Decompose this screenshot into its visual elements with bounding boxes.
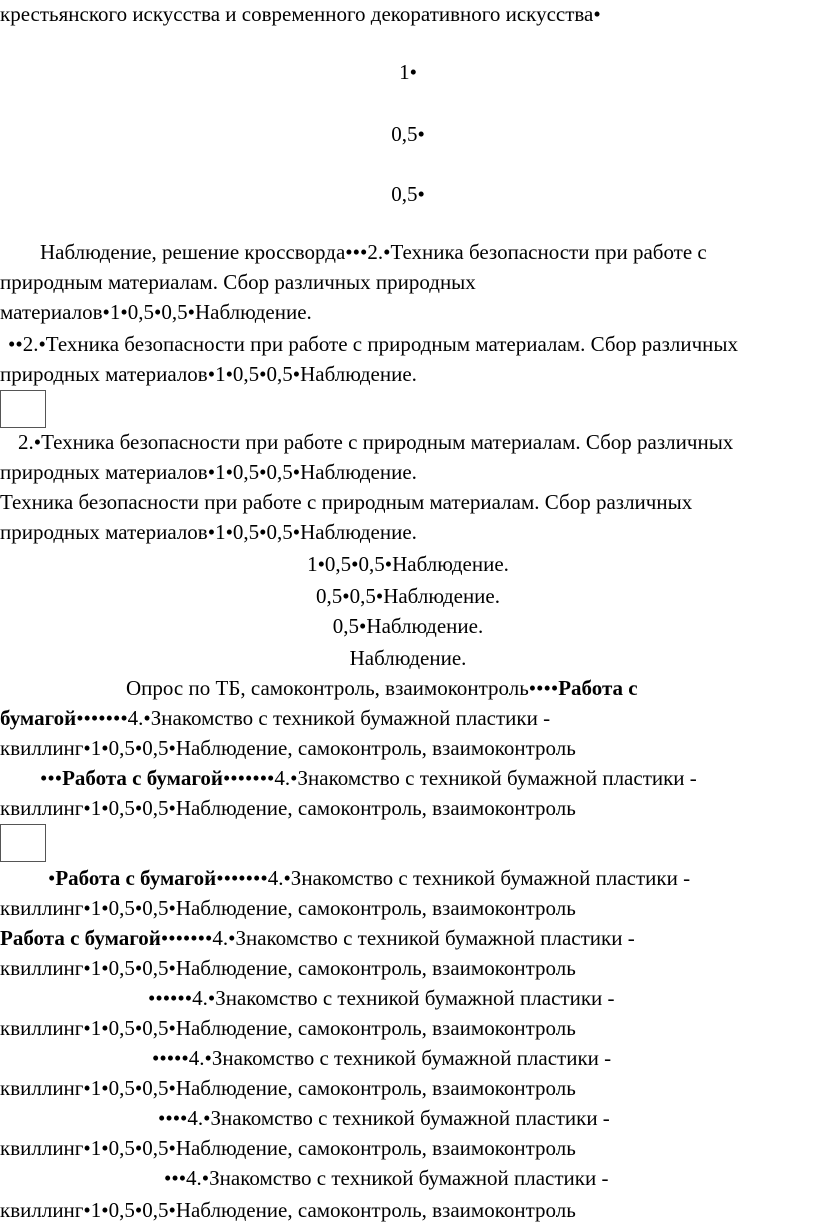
text-line: 0,5• [391, 122, 425, 146]
text-line: квиллинг•1•0,5•0,5•Наблюдение, самоконтроль, взаимоконтроль [0, 956, 576, 980]
text-line: 0,5•Наблюдение. [332, 614, 484, 638]
text-line [48, 864, 690, 892]
text-segment: •••••••4.•Знакомство с техникой бумажной пластики - [160, 926, 635, 950]
text-line: природным материалам. Сбор различных природных [0, 270, 476, 294]
text-segment: ••• [40, 766, 63, 790]
text-line [0, 704, 550, 732]
text-line: ••••4.•Знакомство с техникой бумажной пластики - [158, 1106, 610, 1130]
text-line: квиллинг•1•0,5•0,5•Наблюдение, самоконтроль, взаимоконтроль [0, 896, 576, 920]
text-line: природных материалов•1•0,5•0,5•Наблюдение. [0, 520, 417, 544]
text-line: Наблюдение. [349, 646, 467, 670]
empty-cell-box [0, 390, 46, 428]
text-line: Техника безопасности при работе с природным материалам. Сбор различных [0, 490, 693, 514]
text-segment: •••••••4.•Знакомство с техникой бумажной пластики - [76, 706, 551, 730]
bold-heading-segment: бумагой [0, 706, 77, 730]
text-line [40, 764, 697, 792]
bold-heading-segment: Работа с [558, 676, 638, 700]
text-line: •••••4.•Знакомство с техникой бумажной пластики - [152, 1046, 612, 1070]
text-line: квиллинг•1•0,5•0,5•Наблюдение, самоконтроль, взаимоконтроль [0, 1136, 576, 1160]
bold-heading-segment: Работа с бумагой [62, 766, 223, 790]
text-line: природных материалов•1•0,5•0,5•Наблюдение. [0, 460, 417, 484]
text-line: 0,5•0,5•Наблюдение. [315, 584, 500, 608]
text-line: квиллинг•1•0,5•0,5•Наблюдение, самоконтроль, взаимоконтроль [0, 1198, 576, 1222]
bold-heading-segment: Работа с бумагой [55, 866, 217, 890]
text-segment: •••••••4.•Знакомство с техникой бумажной пластики - [216, 866, 691, 890]
text-line: Наблюдение, решение кроссворда•••2.•Техника безопасности при работе с [40, 240, 707, 264]
text-line: квиллинг•1•0,5•0,5•Наблюдение, самоконтроль, взаимоконтроль [0, 1016, 576, 1040]
text-line: квиллинг•1•0,5•0,5•Наблюдение, самоконтроль, взаимоконтроль [0, 796, 576, 820]
text-line [126, 674, 638, 702]
text-line: 2.•Техника безопасности при работе с природным материалам. Сбор различных [18, 430, 734, 454]
text-line: крестьянского искусства и современного декоративного искусства• [0, 2, 601, 26]
text-line: 0,5• [391, 182, 425, 206]
text-line: ••••••4.•Знакомство с техникой бумажной пластики - [148, 986, 615, 1010]
text-segment: • [48, 866, 56, 890]
text-line: •••4.•Знакомство с техникой бумажной пластики - [164, 1166, 609, 1190]
text-line: материалов•1•0,5•0,5•Наблюдение. [0, 300, 312, 324]
text-line: природных материалов•1•0,5•0,5•Наблюдение. [0, 362, 417, 386]
empty-cell-box [0, 824, 46, 862]
text-segment: •••••••4.•Знакомство с техникой бумажной пластики - [222, 766, 697, 790]
text-line: 1•0,5•0,5•Наблюдение. [307, 552, 509, 576]
text-line: 1• [399, 60, 417, 84]
bold-heading-segment: Работа с бумагой [0, 926, 161, 950]
text-segment: Опрос по ТБ, самоконтроль, взаимоконтроль•••• [126, 676, 559, 700]
text-line: квиллинг•1•0,5•0,5•Наблюдение, самоконтроль, взаимоконтроль [0, 736, 576, 760]
text-line: квиллинг•1•0,5•0,5•Наблюдение, самоконтроль, взаимоконтроль [0, 1076, 576, 1100]
text-line [0, 924, 635, 952]
text-line: ••2.•Техника безопасности при работе с природным материалам. Сбор различных [8, 332, 739, 356]
